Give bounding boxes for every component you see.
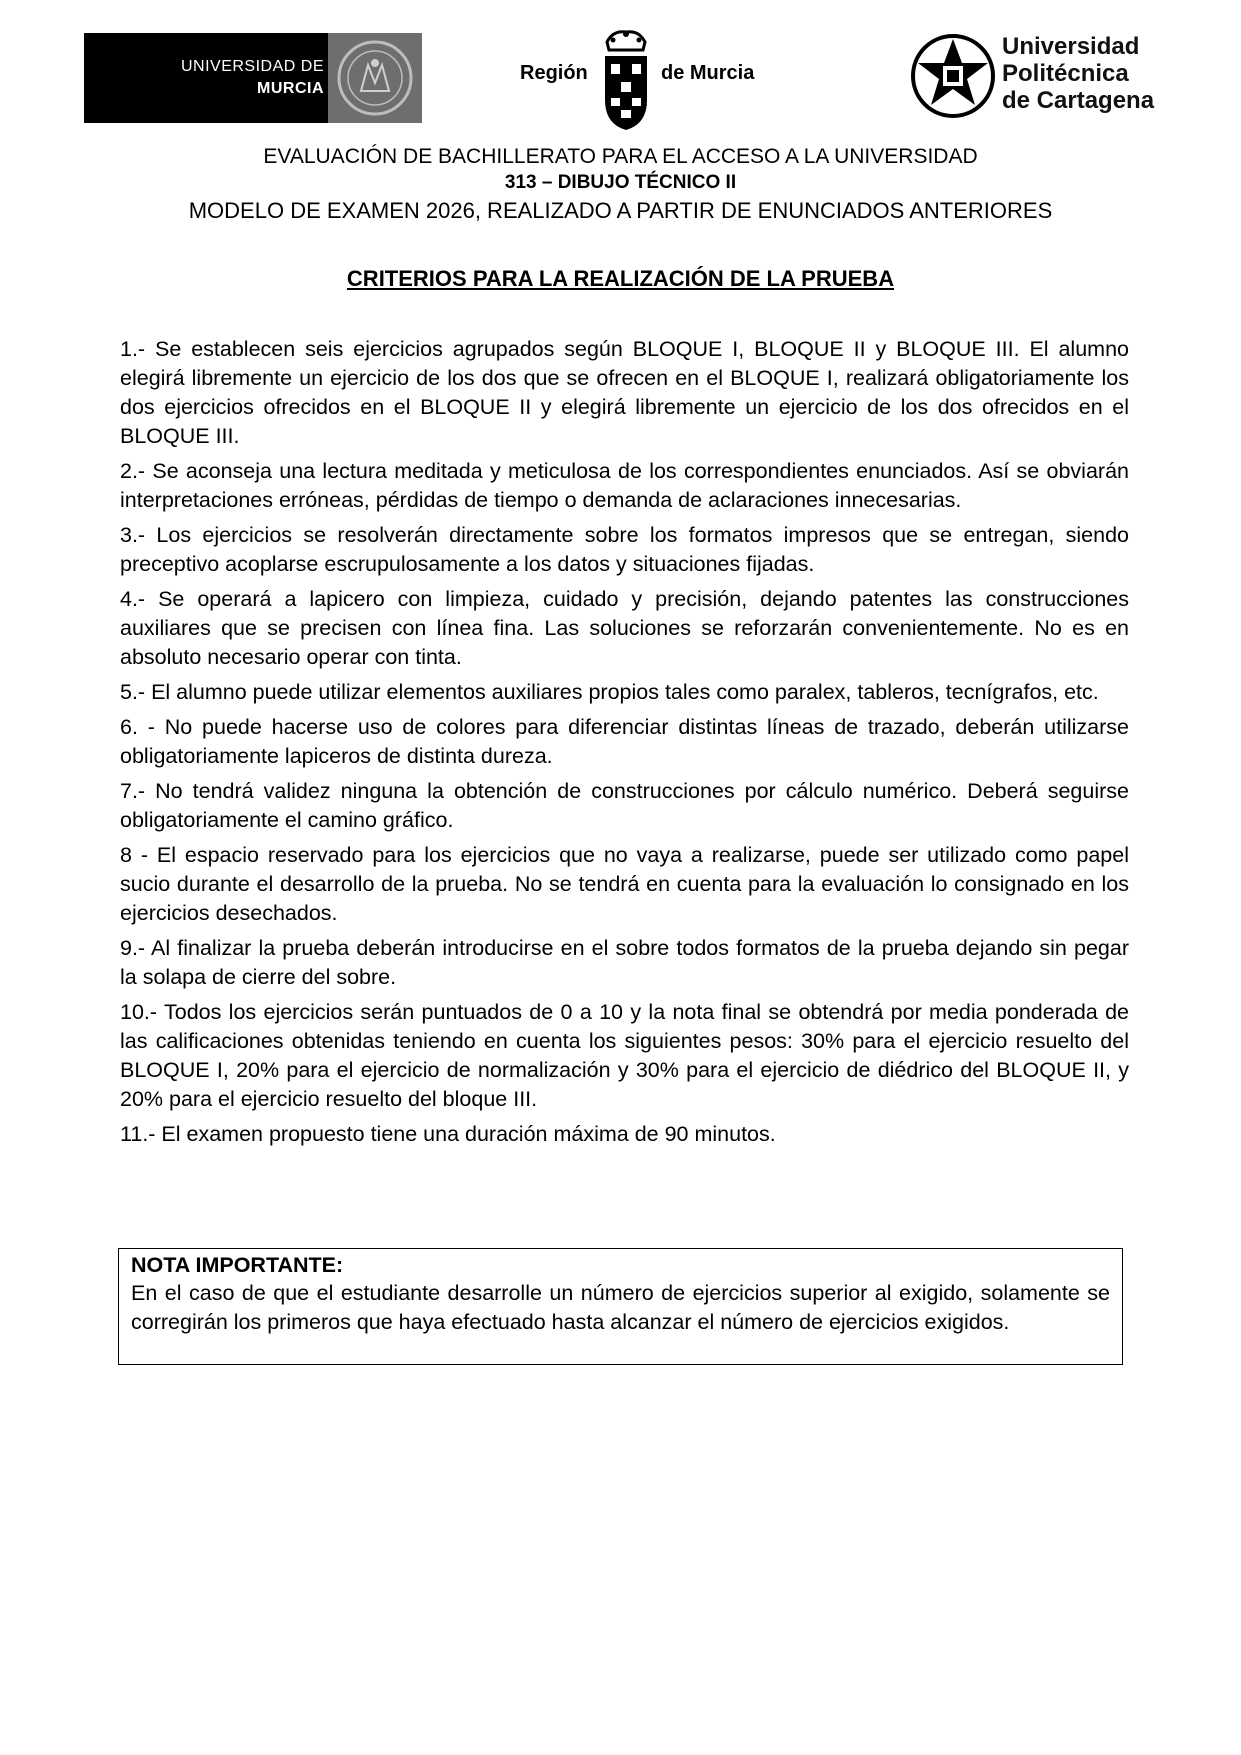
um-logo-line2: MURCIA — [257, 80, 324, 97]
um-logo-text — [84, 56, 324, 100]
exam-header-line1: EVALUACIÓN DE BACHILLERATO PARA EL ACCESO A LA UNIVERSIDAD — [263, 145, 978, 168]
universidad-de-murcia-logo — [84, 33, 422, 123]
upct-logo-line3: de Cartagena — [1002, 87, 1155, 114]
murcia-coat-of-arms-icon — [599, 28, 653, 132]
region-de-murcia-logo — [520, 28, 770, 132]
region-logo-word1: Región — [520, 62, 588, 84]
criterion-item: 10.- Todos los ejercicios serán puntuados de 0 a 10 y la nota final se obtendrá por media ponderada de las calificaciones obtenidas teniendo en cuenta los siguientes pesos: 30% para el ejercicio resuelto del BLOQUE I, 20% para el ejercicio de normalización y 30% para el ejercicio de diédrico del BLOQUE II, y 20% para el ejercicio resuelto del bloque III. — [120, 1000, 1129, 1111]
criterion-item: 9.- Al finalizar la prueba deberán introducirse en el sobre todos formatos de la prueba dejando sin pegar la solapa de cierre del sobre. — [120, 936, 1129, 989]
upct-emblem-icon — [910, 33, 996, 119]
criterion-item: 5.- El alumno puede utilizar elementos auxiliares propios tales como paralex, tableros, tecnígrafos, etc. — [120, 680, 1099, 704]
important-note-box — [118, 1248, 1123, 1365]
exam-subject-title: 313 – DIBUJO TÉCNICO II — [504, 172, 737, 193]
upct-logo-line1: Universidad — [1002, 33, 1140, 60]
criterion-item: 2.- Se aconseja una lectura meditada y meticulosa de los correspondientes enunciados. Así se obviarán interpretaciones erróneas, pérdidas de tiempo o demanda de aclaraciones innecesarias. — [120, 459, 1129, 512]
criterion-item: 6. - No puede hacerse uso de colores para diferenciar distintas líneas de trazado, deberán utilizarse obligatoriamente lapiceros de distinta dureza. — [120, 715, 1129, 768]
criterion-item: 1.- Se establecen seis ejercicios agrupados según BLOQUE I, BLOQUE II y BLOQUE III. El alumno elegirá libremente un ejercicio de los dos que se ofrecen en el BLOQUE I, realizará obligatoriamente los dos ejercicios ofrecidos en el BLOQUE II y elegirá libremente un ejercicio de los dos ofrecidos en el BLOQUE III. — [120, 337, 1129, 448]
um-logo-line1: UNIVERSIDAD DE — [180, 58, 324, 75]
important-note-text: En el caso de que el estudiante desarrolle un número de ejercicios superior al exigido, solamente se corregirán los primeros que haya efectuado hasta alcanzar el número de ejercicios exigidos. — [131, 1281, 1110, 1334]
region-logo-word2: de Murcia — [661, 62, 755, 84]
important-note-title: NOTA IMPORTANTE: — [131, 1253, 344, 1277]
criterion-item: 3.- Los ejercicios se resolverán directamente sobre los formatos impresos que se entregan, siendo preceptivo acoplarse escrupulosamente a los datos y situaciones fijadas. — [120, 523, 1129, 576]
criteria-list — [120, 335, 1129, 1155]
exam-header-line3: MODELO DE EXAMEN 2026, REALIZADO A PARTIR DE ENUNCIADOS ANTERIORES — [188, 198, 1053, 223]
section-title: CRITERIOS PARA LA REALIZACIÓN DE LA PRUEBA — [346, 266, 895, 291]
upct-logo — [910, 33, 1170, 123]
criterion-item: 4.- Se operará a lapicero con limpieza, cuidado y precisión, dejando patentes las construcciones auxiliares que se precisen con línea fina. Las soluciones se reforzarán convenientemente. No es en absoluto necesario operar con tinta. — [120, 587, 1129, 669]
criterion-item: 8 - El espacio reservado para los ejercicios que no vaya a realizarse, puede ser utilizado como papel sucio durante el desarrollo de la prueba. No se tendrá en cuenta para la evaluación lo consignado en los ejercicios desechados. — [120, 843, 1129, 925]
upct-logo-text — [1002, 33, 1154, 114]
criterion-item: 11.- El examen propuesto tiene una duración máxima de 90 minutos. — [120, 1122, 776, 1146]
upct-logo-line2: Politécnica — [1002, 60, 1129, 87]
um-seal-icon — [328, 33, 422, 123]
criterion-item: 7.- No tendrá validez ninguna la obtención de construcciones por cálculo numérico. Deberá seguirse obligatoriamente el camino gráfico. — [120, 779, 1129, 832]
